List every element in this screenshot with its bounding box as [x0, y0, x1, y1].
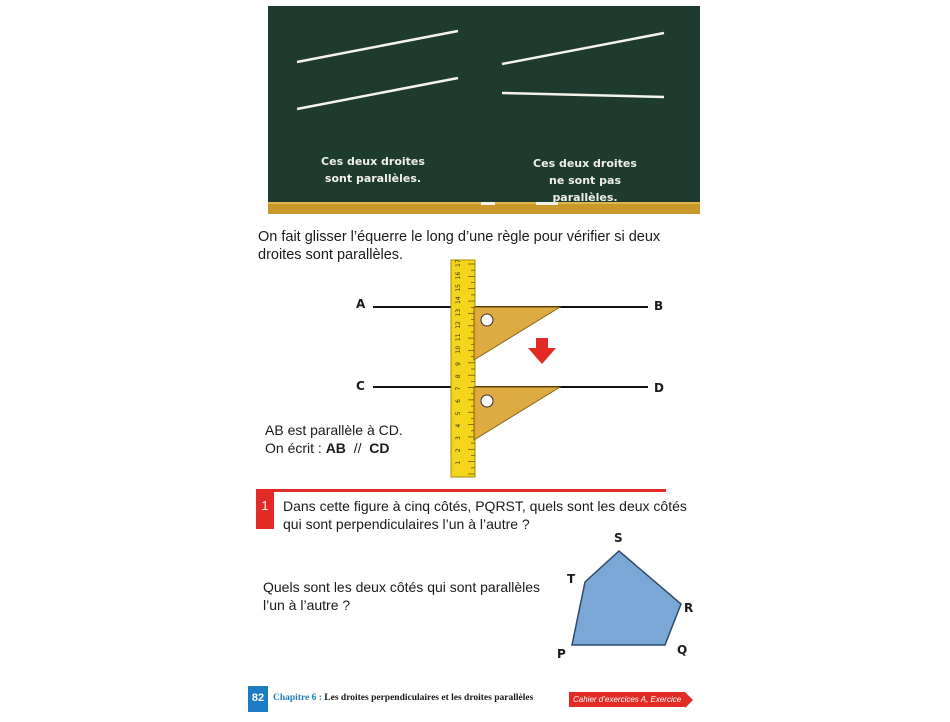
- ruler-number: 14: [455, 296, 462, 305]
- ruler-number: 5: [455, 411, 462, 416]
- chapter-heading: [273, 693, 533, 703]
- parallel-symbol: //: [353, 440, 362, 456]
- vertex-label-t: T: [567, 572, 576, 586]
- page-number: 82: [248, 686, 268, 712]
- caption-not-parallel-line1: Ces deux droites: [533, 157, 637, 170]
- arrow-right-icon: [685, 692, 693, 708]
- ruler-number: 10: [455, 345, 462, 354]
- exercise-reference: Cahier d’exercices A, Exercice 47: [569, 692, 685, 707]
- notation-ab: AB: [325, 440, 346, 456]
- ruler-number: 17: [455, 259, 462, 267]
- ruler-number: 6: [455, 399, 462, 403]
- conclusion-line1: AB est parallèle à CD.: [265, 422, 403, 438]
- vertex-label-r: R: [684, 601, 694, 615]
- chapter-label: Chapitre 6 :: [273, 693, 322, 703]
- point-label-d: D: [654, 381, 664, 395]
- ruler-number: 13: [455, 308, 462, 317]
- chapter-title: Les droites perpendiculaires et les droites parallèles: [321, 693, 534, 703]
- pentagon-pqrst: [572, 551, 681, 645]
- ruler-number: 15: [455, 284, 462, 292]
- ruler-number: 16: [455, 271, 462, 280]
- ruler-number: 12: [455, 321, 462, 329]
- exercise-question-parallel: Quels sont les deux côtés qui sont parallèles l’un à l’autre ?: [263, 579, 541, 613]
- ruler-number: 2: [455, 448, 462, 453]
- vertex-label-q: Q: [677, 643, 688, 657]
- point-label-b: B: [654, 299, 664, 313]
- point-label-c: C: [356, 379, 365, 393]
- ruler-number: 8: [455, 374, 462, 379]
- ruler-number: 11: [455, 333, 462, 342]
- conclusion-prefix: On écrit :: [265, 440, 326, 456]
- exercise-question-perpendicular: Dans cette figure à cinq côtés, PQRST, quels sont les deux côtés qui sont perpendiculaires l’un à l’autre ?: [283, 498, 687, 532]
- caption-parallel-line2: sont parallèles.: [324, 172, 422, 185]
- ruler-number: 1: [455, 460, 462, 465]
- caption-not-parallel-line2: ne sont pas parallèles.: [549, 174, 621, 204]
- exercise-number: 1: [256, 489, 274, 529]
- ruler-number: 9: [455, 361, 462, 366]
- vertex-label-p: P: [557, 647, 566, 661]
- vertex-label-s: S: [614, 531, 623, 545]
- ruler-number: 3: [455, 436, 462, 440]
- caption-parallel-line1: Ces deux droites: [321, 155, 425, 168]
- intro-text: On fait glisser l’équerre le long d’une règle pour vérifier si deux droites sont parallèles.: [258, 229, 661, 263]
- point-label-a: A: [356, 297, 366, 311]
- ruler-number: 7: [455, 386, 462, 391]
- notation-cd: CD: [369, 440, 390, 456]
- ruler-number: 4: [455, 423, 462, 428]
